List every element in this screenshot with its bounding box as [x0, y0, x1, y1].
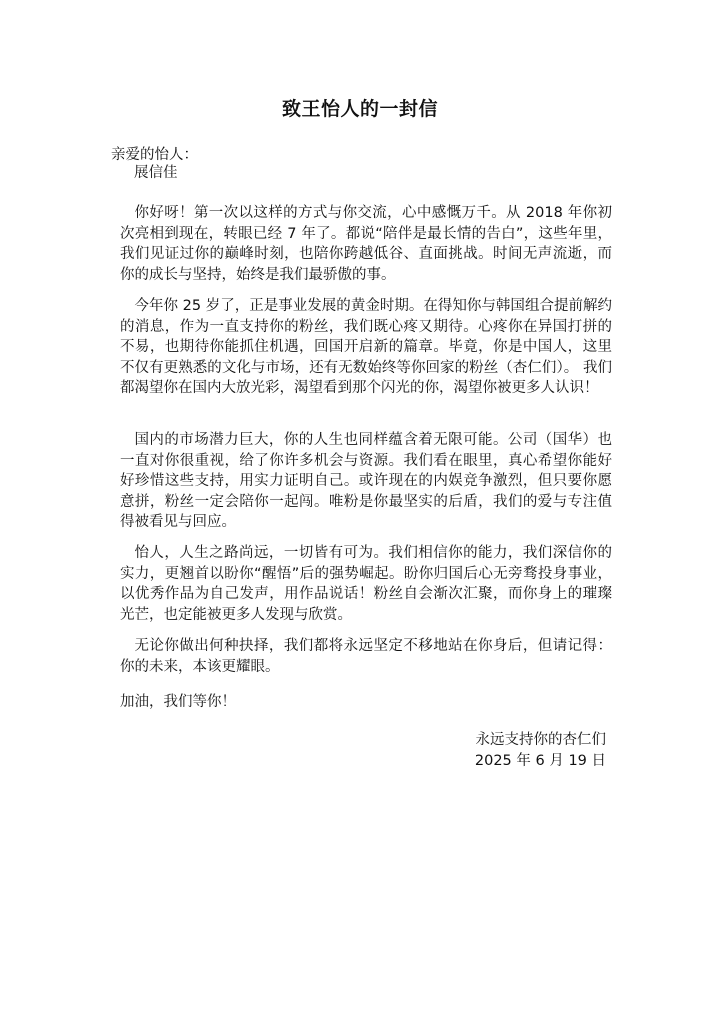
letter-date: 2025 年 6 月 19 日: [474, 752, 606, 769]
signature-block: [475, 730, 606, 771]
salutation: 亲爱的怡人：: [111, 147, 198, 163]
signature: 永远支持你的杏仁们: [475, 732, 606, 748]
letter-title: 致王怡人的一封信: [281, 98, 438, 120]
recipient-greeting: 展信佳: [134, 165, 178, 181]
paragraph-1: 你好呀！第一次以这样的方式与你交流，心中感慨万千。从 2018 年你初次亮相到现在，转眼已经 7 年了。都说“陪伴是最长情的告白”，这些年里，我们见证过你的巅峰时刻，也陪你跨越低谷、直面挑战。时间无声流逝，而你的成长与坚持，始终是我们最骄傲的事。: [120, 205, 612, 283]
closing-line: 加油，我们等你！: [120, 694, 236, 710]
paragraph-4: 怡人，人生之路尚远，一切皆有可为。我们相信你的能力，我们深信你的实力，更翘首以盼你“醒悟”后的强势崛起。盼你归国后心无旁骛投身事业，以优秀作品为自己发声，用作品说话！粉丝自会渐次汇聚，而你身上的璀璨光芒，也定能被更多人发现与欣赏。: [120, 545, 612, 623]
paragraph-5: 无论你做出何种抉择，我们都将永远坚定不移地站在你身后，但请记得：你的未来，本该更耀眼。: [120, 638, 612, 675]
paragraph-3: 国内的市场潜力巨大，你的人生也同样蕴含着无限可能。公司（国华）也一直对你很重视，给了你许多机会与资源。我们看在眼里，真心希望你能好好珍惜这些支持，用实力证明自己。或许现在的内娱竞争激烈，但只要你愿意拼，粉丝一定会陪你一起闯。唯粉是你最坚实的后盾，我们的爱与专注值得被看见与回应。: [120, 432, 612, 530]
paragraph-2: 今年你 25 岁了，正是事业发展的黄金时期。在得知你与韩国组合提前解约的消息，作为一直支持你的粉丝，我们既心疼又期待。心疼你在异国打拼的不易，也期待你能抓住机遇，回国开启新的篇章。毕竟，你是中国人，这里不仅有更熟悉的文化与市场，还有无数始终等你回家的粉丝（杏仁们）。 我们都渴望你在国内大放光彩，渴望看到那个闪光的你，渴望你被更多人认识！: [120, 298, 612, 396]
